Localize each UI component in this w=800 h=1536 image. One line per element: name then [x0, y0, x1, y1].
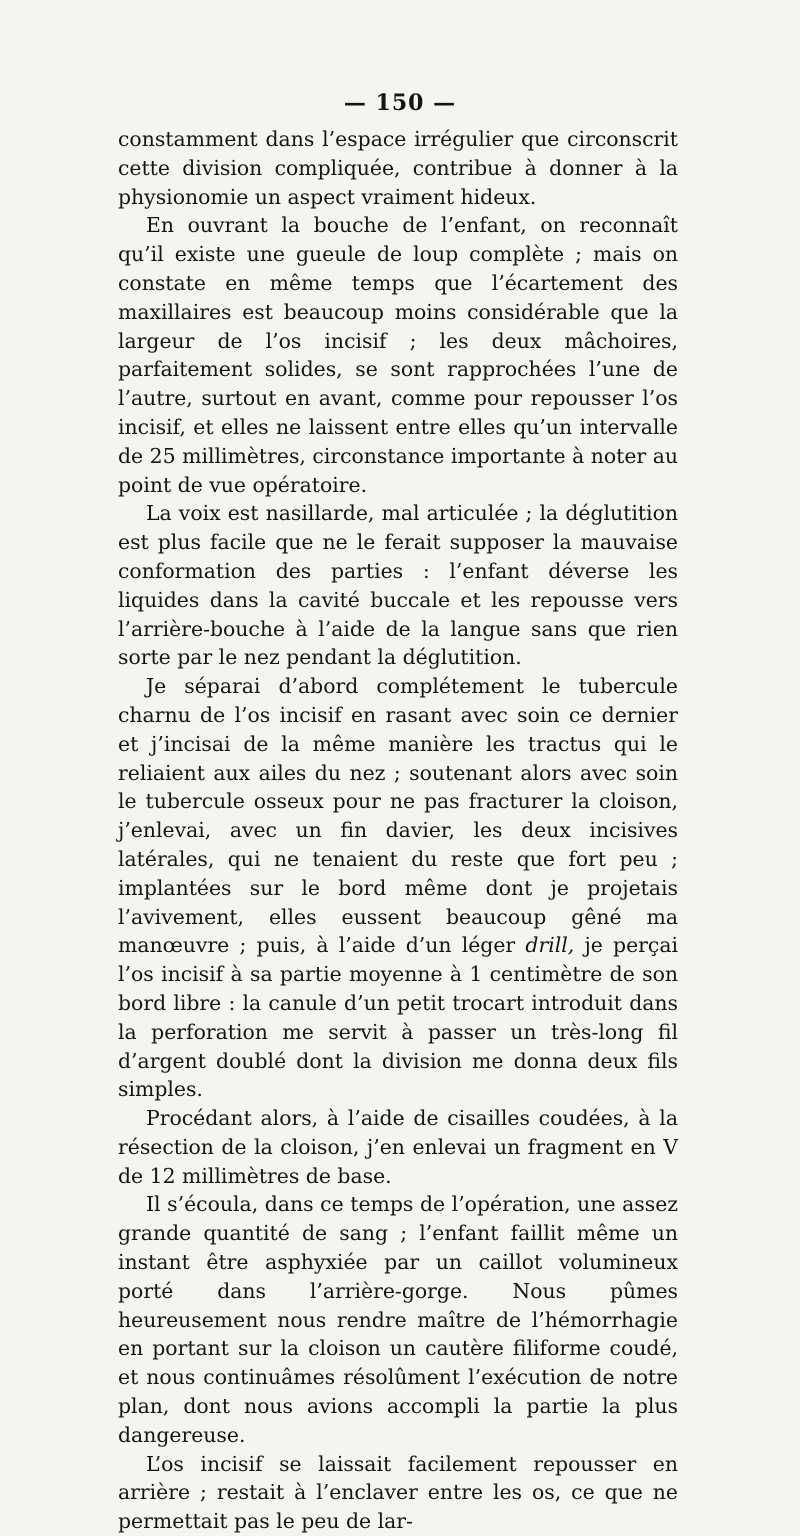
paragraph-7: L’os incisif se laissait facilement repousser en arrière ; restait à l’enclaver entre les os, ce que ne permettait pas le peu de lar- [118, 1451, 678, 1534]
paragraph-3: La voix est nasillarde, mal articulée ; la déglutition est plus facile que ne le ferait supposer la mauvaise conformation des parties : l’enfant déverse les liquides dans la cavité buccale et les repousse vers l’arrière-bouche à l’aide de la langue sans que rien sorte par le nez pendant la déglutition. [118, 501, 678, 670]
paragraph-1: constamment dans l’espace irrégulier que circonscrit cette division compliquée, contribue à donner à la physionomie un aspect vraiment hideux. [118, 127, 678, 209]
paragraph-4-part-1: Je séparai d’abord complétement le tubercule charnu de l’os incisif en rasant avec soin ce dernier et j’incisai de la même manière les tractus qui le reliaient aux ailes du nez ; soutenant alors avec soin le tubercule osseux pour ne pas fracturer la cloison, j’enlevai, avec un fin davier, les deux incisives latérales, qui ne tenaient du reste que fort peu ; implantées sur le bord même dont je projetais l’avivement, elles eussent beaucoup gêné ma manœuvre ; puis, à l’aide d’un léger [118, 674, 678, 958]
paragraph-2: En ouvrant la bouche de l’enfant, on reconnaît qu’il existe une gueule de loup complète ; mais on constate en même temps que l’écartement des maxillaires est beaucoup moins considérable que la largeur de l’os incisif ; les deux mâchoires, parfaitement solides, se sont rapprochées l’une de l’autre, surtout en avant, comme pour repousser l’os incisif, et elles ne laissent entre elles qu’un intervalle de 25 millimètres, circonstance importante à noter au point de vue opératoire. [118, 213, 678, 497]
paragraph-5: Procédant alors, à l’aide de cisailles coudées, à la résection de la cloison, j’en enlevai un fragment en V de 12 millimètres de base. [118, 1106, 678, 1188]
paragraph-4 [118, 672, 678, 1104]
page-number: — 150 — [343, 90, 457, 116]
paragraph-4-italic-term: drill, [525, 933, 575, 958]
paragraph-6: Il s’écoula, dans ce temps de l’opération, une assez grande quantité de sang ; l’enfant faillit même un instant être asphyxiée par un caillot volumineux porté dans l’arrière-gorge. Nous pûmes heureusement nous rendre maître de l’hémorrhagie en portant sur la cloison un cautère filiforme coudé, et nous continuâmes résolûment l’exécution de notre plan, dont nous avions accompli la partie la plus dangereuse. [118, 1192, 678, 1447]
body-text [118, 125, 678, 1536]
paragraph-4-part-2: je perçai l’os incisif à sa partie moyenne à 1 centimètre de son bord libre : la canule d’un petit trocart introduit dans la perforation me servit à passer un très-long fil d’argent doublé dont la division me donna deux fils simples. [118, 933, 679, 1102]
